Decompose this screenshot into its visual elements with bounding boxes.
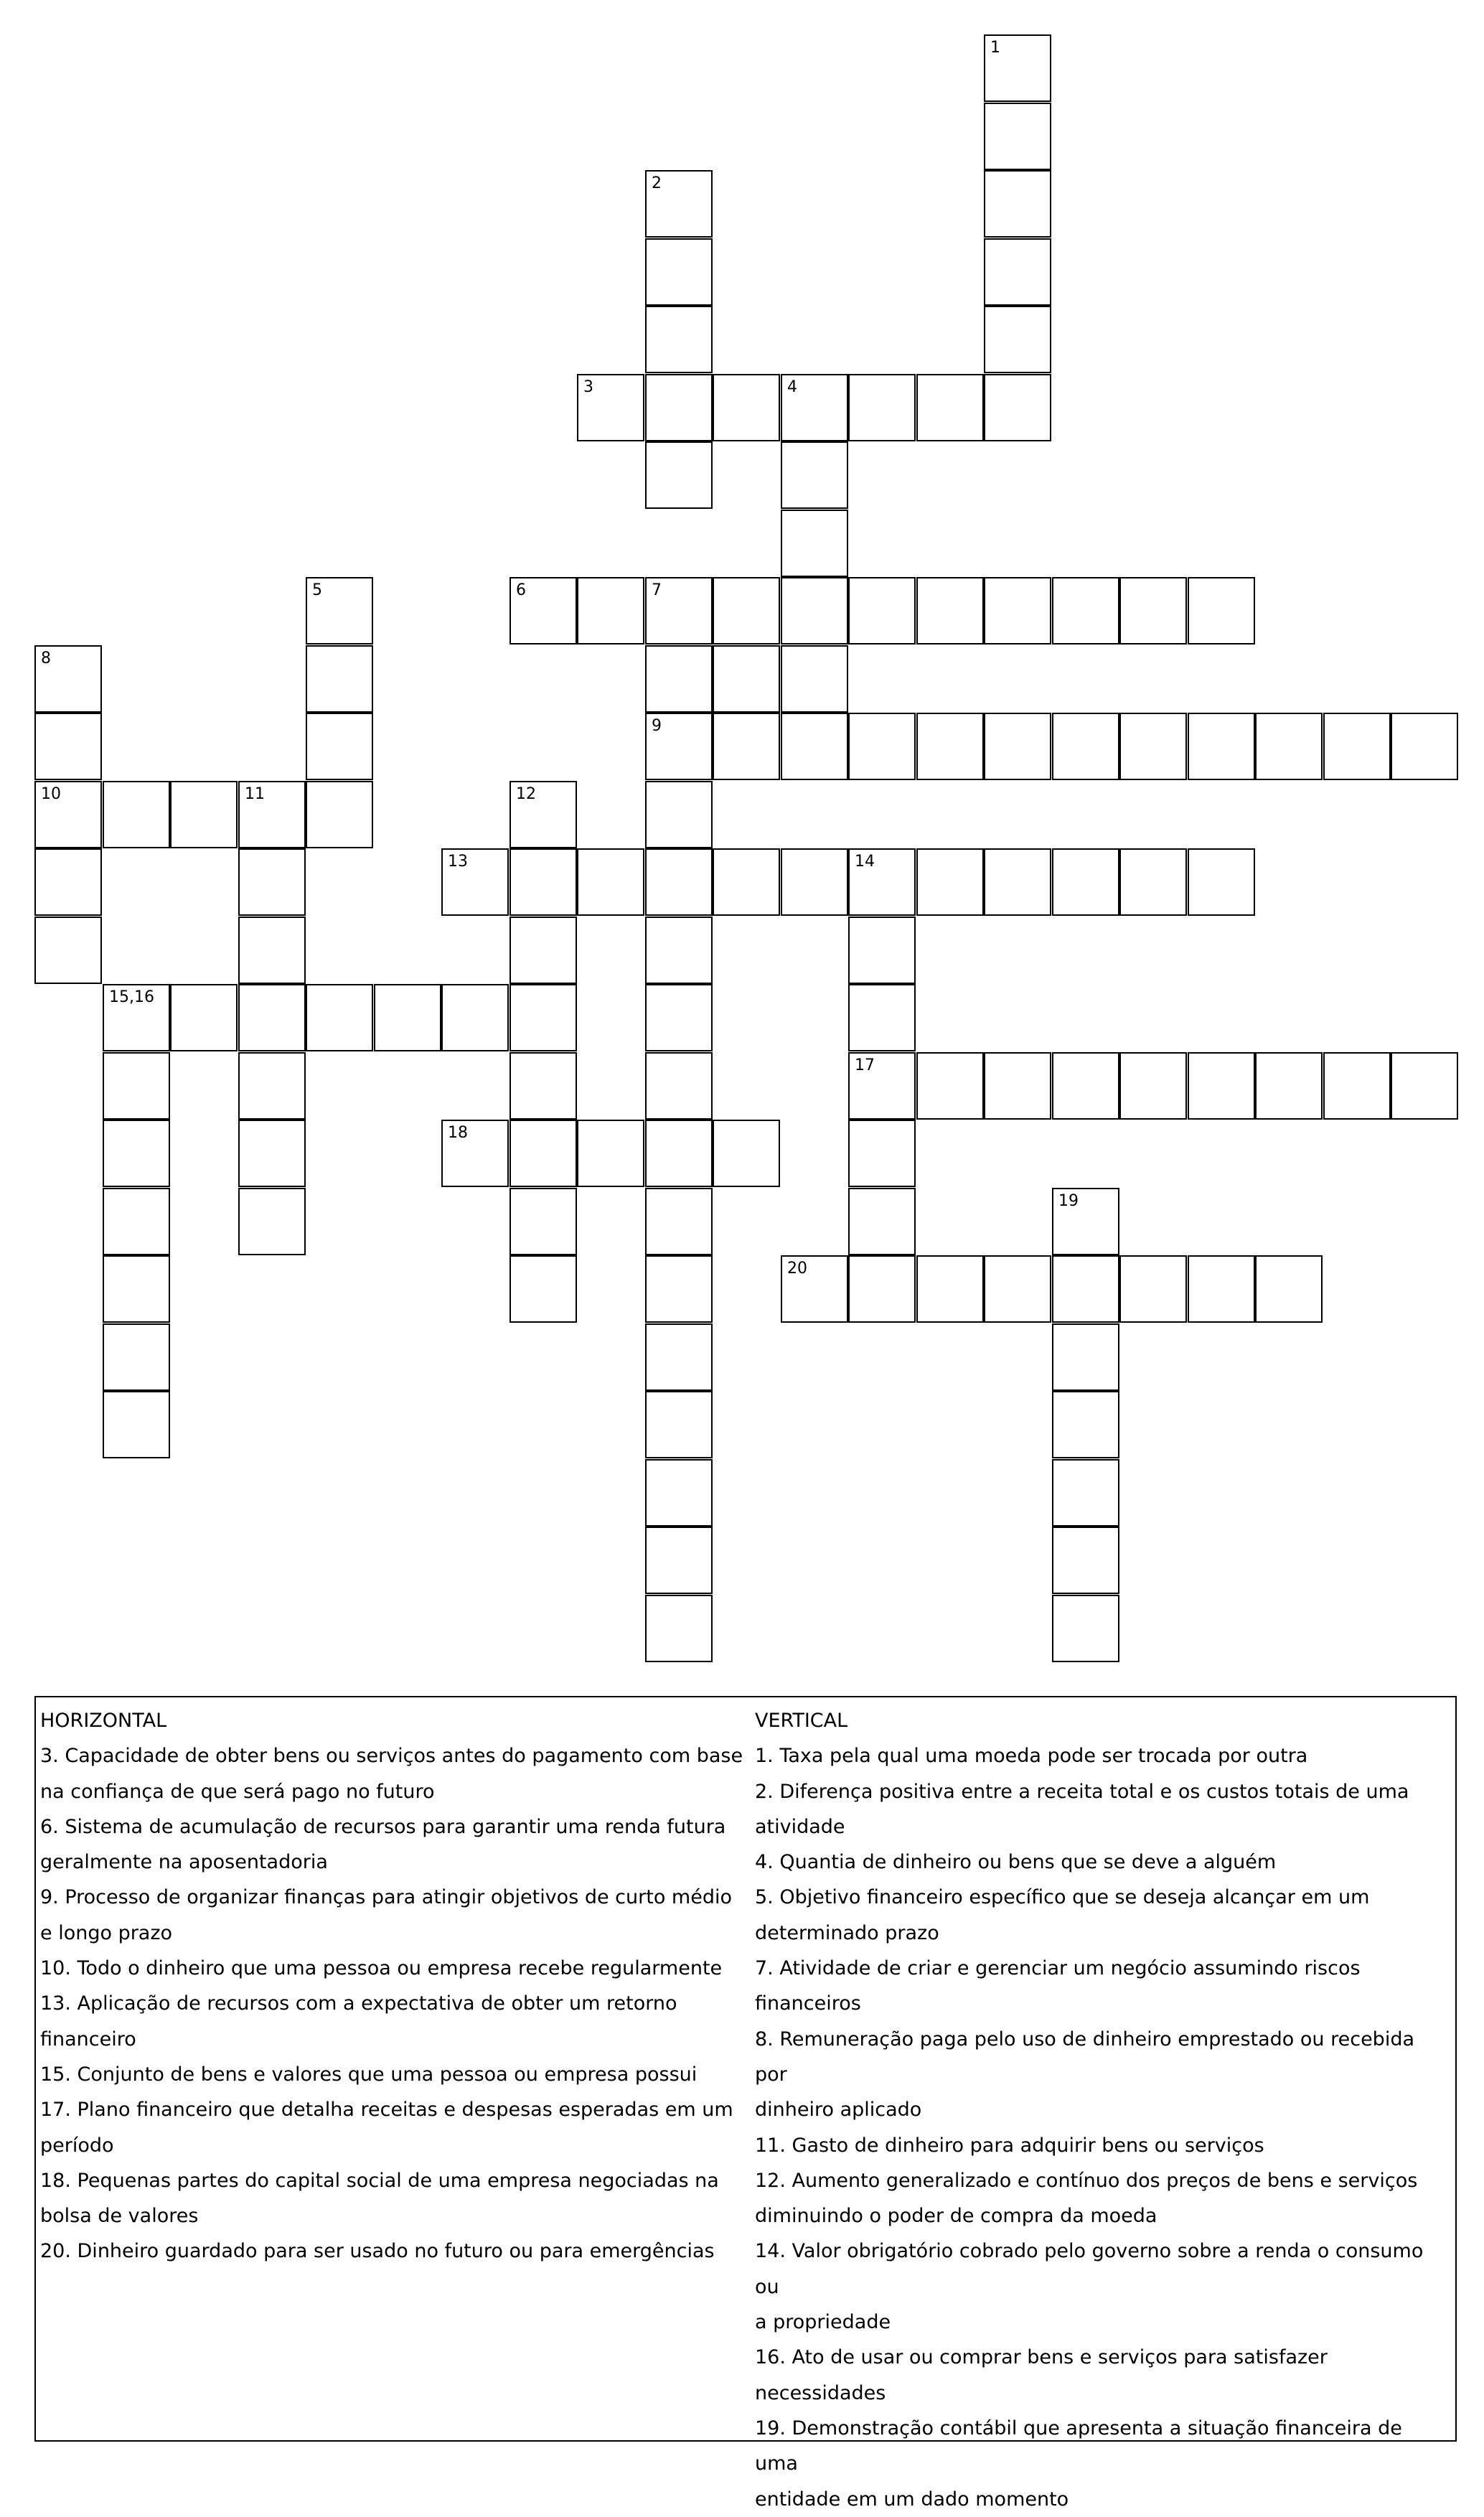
crossword-cell[interactable] bbox=[374, 984, 441, 1051]
horizontal-clue-line: 3. Capacidade de obter bens ou serviços antes do pagamento com base bbox=[40, 1745, 743, 1768]
crossword-cell[interactable] bbox=[848, 577, 916, 645]
crossword-cell[interactable] bbox=[645, 645, 713, 713]
crossword-cell[interactable] bbox=[1052, 577, 1119, 645]
clue-number: 12 bbox=[516, 785, 536, 803]
crossword-cell[interactable] bbox=[645, 781, 713, 848]
vertical-clue-line: dinheiro aplicado bbox=[755, 2099, 922, 2122]
vertical-clue-line: 14. Valor obrigatório cobrado pelo governo sobre a renda o consumo ou bbox=[755, 2240, 1424, 2298]
vertical-clue-line: 1. Taxa pela qual uma moeda pode ser trocada por outra bbox=[755, 1745, 1308, 1768]
horizontal-clue-line: na confiança de que será pago no futuro bbox=[40, 1780, 435, 1803]
crossword-cell[interactable] bbox=[645, 1188, 713, 1255]
crossword-cell[interactable] bbox=[1188, 577, 1255, 645]
crossword-cell[interactable] bbox=[713, 1120, 780, 1187]
crossword-cell[interactable] bbox=[509, 848, 577, 916]
crossword-cell[interactable] bbox=[916, 1052, 984, 1120]
crossword-cell[interactable] bbox=[1323, 1052, 1391, 1120]
crossword-cell[interactable] bbox=[1255, 713, 1323, 780]
crossword-cell[interactable] bbox=[1052, 848, 1119, 916]
horizontal-clue-line: 15. Conjunto de bens e valores que uma pessoa ou empresa possui bbox=[40, 2063, 698, 2086]
crossword-cell[interactable] bbox=[645, 1527, 713, 1594]
crossword-cell[interactable] bbox=[916, 577, 984, 645]
crossword-cell-20[interactable] bbox=[781, 1255, 848, 1323]
crossword-cell[interactable] bbox=[103, 1052, 170, 1120]
crossword-cell[interactable] bbox=[645, 1052, 713, 1120]
clue-number: 15,16 bbox=[109, 988, 154, 1006]
crossword-cell[interactable] bbox=[238, 1120, 306, 1187]
crossword-cell[interactable] bbox=[848, 917, 916, 984]
clue-number: 14 bbox=[855, 853, 875, 871]
crossword-cell[interactable] bbox=[509, 917, 577, 984]
vertical-clue-line: 12. Aumento generalizado e contínuo dos preços de bens e serviços bbox=[755, 2169, 1418, 2192]
vertical-clue-line: necessidades bbox=[755, 2381, 886, 2404]
crossword-cell-11[interactable] bbox=[238, 781, 306, 848]
crossword-cell[interactable] bbox=[509, 984, 577, 1051]
crossword-cell[interactable] bbox=[645, 1323, 713, 1391]
vertical-clue-line: 5. Objetivo financeiro específico que se deseja alcançar em um bbox=[755, 1886, 1370, 1909]
clue-number: 4 bbox=[787, 378, 797, 396]
crossword-cell[interactable] bbox=[916, 374, 984, 441]
crossword-cell[interactable] bbox=[238, 917, 306, 984]
crossword-cell[interactable] bbox=[509, 1052, 577, 1120]
horizontal-clue-line: período bbox=[40, 2134, 114, 2157]
crossword-cell[interactable] bbox=[645, 1459, 713, 1527]
crossword-cell-2[interactable] bbox=[645, 170, 713, 238]
crossword-cell[interactable] bbox=[645, 441, 713, 509]
crossword-cell[interactable] bbox=[713, 713, 780, 780]
crossword-cell[interactable] bbox=[984, 238, 1051, 306]
clue-number: 6 bbox=[516, 581, 526, 599]
crossword-cell[interactable] bbox=[645, 1120, 713, 1187]
crossword-cell[interactable] bbox=[1255, 1255, 1323, 1323]
crossword-cell[interactable] bbox=[713, 848, 780, 916]
crossword-cell[interactable] bbox=[984, 1255, 1051, 1323]
crossword-cell-10[interactable] bbox=[34, 781, 102, 848]
crossword-cell[interactable] bbox=[645, 984, 713, 1051]
crossword-cell[interactable] bbox=[781, 848, 848, 916]
crossword-cell[interactable] bbox=[306, 645, 373, 713]
clue-number: 10 bbox=[41, 785, 61, 803]
crossword-cell[interactable] bbox=[1188, 1255, 1255, 1323]
crossword-cell[interactable] bbox=[781, 441, 848, 509]
crossword-cell[interactable] bbox=[34, 848, 102, 916]
vertical-clue-line: entidade em um dado momento bbox=[755, 2488, 1069, 2511]
crossword-cell[interactable] bbox=[306, 984, 373, 1051]
crossword-cell-1[interactable] bbox=[984, 34, 1051, 102]
crossword-cell[interactable] bbox=[103, 781, 170, 848]
crossword-cell-3[interactable] bbox=[577, 374, 644, 441]
horizontal-clue-line: 10. Todo o dinheiro que uma pessoa ou empresa recebe regularmente bbox=[40, 1957, 723, 1980]
crossword-cell-5[interactable] bbox=[306, 577, 373, 645]
clue-number: 3 bbox=[583, 378, 593, 396]
crossword-cell[interactable] bbox=[1188, 1052, 1255, 1120]
clue-number: 19 bbox=[1058, 1192, 1079, 1210]
clue-number: 13 bbox=[448, 853, 468, 871]
crossword-cell[interactable] bbox=[1052, 713, 1119, 780]
crossword-cell[interactable] bbox=[984, 103, 1051, 170]
crossword-cell[interactable] bbox=[645, 1391, 713, 1458]
crossword-cell[interactable] bbox=[238, 848, 306, 916]
crossword-cell[interactable] bbox=[781, 510, 848, 577]
crossword-cell[interactable] bbox=[645, 238, 713, 306]
crossword-cell[interactable] bbox=[103, 1323, 170, 1391]
crossword-cell[interactable] bbox=[645, 1595, 713, 1662]
crossword-cell[interactable] bbox=[848, 1188, 916, 1255]
crossword-cell[interactable] bbox=[984, 1052, 1051, 1120]
crossword-cell[interactable] bbox=[1052, 1052, 1119, 1120]
crossword-cell[interactable] bbox=[509, 1120, 577, 1187]
crossword-cell[interactable] bbox=[1052, 1255, 1119, 1323]
clue-number: 18 bbox=[448, 1124, 468, 1142]
vertical-clue-line: 19. Demonstração contábil que apresenta a situação financeira de uma bbox=[755, 2417, 1402, 2475]
crossword-cell[interactable] bbox=[1188, 713, 1255, 780]
crossword-cell[interactable] bbox=[916, 848, 984, 916]
crossword-cell[interactable] bbox=[848, 374, 916, 441]
crossword-cell[interactable] bbox=[238, 1052, 306, 1120]
vertical-clue-line: 8. Remuneração paga pelo uso de dinheiro emprestado ou recebida por bbox=[755, 2028, 1415, 2086]
vertical-clue-line: 2. Diferença positiva entre a receita total e os custos totais de uma bbox=[755, 1780, 1409, 1803]
horizontal-clue-line: geralmente na aposentadoria bbox=[40, 1851, 328, 1874]
crossword-cell[interactable] bbox=[1052, 1527, 1119, 1594]
crossword-cell[interactable] bbox=[645, 917, 713, 984]
crossword-cell[interactable] bbox=[509, 1188, 577, 1255]
clues-box bbox=[34, 1696, 1457, 2511]
horizontal-clue-line: 13. Aplicação de recursos com a expectativa de obter um retorno bbox=[40, 1992, 677, 2015]
crossword-cell[interactable] bbox=[645, 306, 713, 373]
crossword-cell-7[interactable] bbox=[645, 577, 713, 645]
crossword-cell-4[interactable] bbox=[781, 374, 848, 441]
crossword-cell[interactable] bbox=[984, 170, 1051, 238]
crossword-cell[interactable] bbox=[238, 1188, 306, 1255]
crossword-cell[interactable] bbox=[306, 781, 373, 848]
crossword-cell[interactable] bbox=[781, 577, 848, 645]
vertical-clues bbox=[755, 1703, 1451, 2517]
crossword-cell-14[interactable] bbox=[848, 848, 916, 916]
crossword-cell-19[interactable] bbox=[1052, 1188, 1119, 1255]
crossword-cell[interactable] bbox=[984, 577, 1051, 645]
horizontal-heading: HORIZONTAL bbox=[40, 1710, 167, 1732]
crossword-cell[interactable] bbox=[1323, 713, 1391, 780]
crossword-cell[interactable] bbox=[984, 713, 1051, 780]
vertical-clue-line: determinado prazo bbox=[755, 1921, 939, 1944]
vertical-clue-line: 7. Atividade de criar e gerenciar um negócio assumindo riscos bbox=[755, 1957, 1361, 1980]
vertical-clue-line: 16. Ato de usar ou comprar bens e serviços para satisfazer bbox=[755, 2346, 1328, 2369]
crossword-cell[interactable] bbox=[1052, 1323, 1119, 1391]
crossword-cell[interactable] bbox=[848, 984, 916, 1051]
crossword-cell[interactable] bbox=[1052, 1595, 1119, 1662]
horizontal-clue-line: 20. Dinheiro guardado para ser usado no futuro ou para emergências bbox=[40, 2240, 715, 2263]
crossword-cell[interactable] bbox=[103, 1391, 170, 1458]
crossword-cell[interactable] bbox=[645, 848, 713, 916]
crossword-cell[interactable] bbox=[1119, 713, 1187, 780]
crossword-cell[interactable] bbox=[103, 1120, 170, 1187]
crossword-cell-8[interactable] bbox=[34, 645, 102, 713]
crossword-cell[interactable] bbox=[1119, 1255, 1187, 1323]
crossword-cell[interactable] bbox=[1119, 848, 1187, 916]
crossword-cell[interactable] bbox=[984, 374, 1051, 441]
clue-number: 1 bbox=[990, 39, 1000, 57]
crossword-cell[interactable] bbox=[34, 917, 102, 984]
clue-number: 11 bbox=[245, 785, 265, 803]
crossword-cell[interactable] bbox=[713, 374, 780, 441]
horizontal-clue-line: 9. Processo de organizar finanças para atingir objetivos de curto médio bbox=[40, 1886, 732, 1909]
clue-number: 9 bbox=[652, 717, 662, 735]
vertical-clue-line: financeiros bbox=[755, 1992, 861, 2015]
horizontal-clues bbox=[40, 1703, 743, 2269]
vertical-clue-line: diminuindo o poder de compra da moeda bbox=[755, 2205, 1157, 2228]
clue-number: 20 bbox=[787, 1260, 807, 1278]
crossword-cell[interactable] bbox=[509, 1255, 577, 1323]
crossword-cell[interactable] bbox=[103, 1255, 170, 1323]
crossword-cell[interactable] bbox=[1119, 1052, 1187, 1120]
crossword-cell[interactable] bbox=[577, 577, 644, 645]
horizontal-clue-line: 18. Pequenas partes do capital social de uma empresa negociadas na bbox=[40, 2169, 719, 2192]
horizontal-clue-line: e longo prazo bbox=[40, 1921, 173, 1944]
vertical-clue-line: 11. Gasto de dinheiro para adquirir bens ou serviços bbox=[755, 2134, 1264, 2157]
clue-number: 5 bbox=[312, 581, 322, 599]
vertical-clue-line: atividade bbox=[755, 1815, 845, 1838]
crossword-cell[interactable] bbox=[103, 1188, 170, 1255]
horizontal-clue-line: financeiro bbox=[40, 2028, 136, 2050]
crossword-cell[interactable] bbox=[848, 713, 916, 780]
crossword-cell[interactable] bbox=[645, 1255, 713, 1323]
crossword-cell[interactable] bbox=[306, 713, 373, 780]
horizontal-clue-line: 17. Plano financeiro que detalha receitas e despesas esperadas em um bbox=[40, 2099, 733, 2122]
vertical-clue-line: a propriedade bbox=[755, 2311, 891, 2334]
crossword-cell[interactable] bbox=[1119, 577, 1187, 645]
crossword-cell[interactable] bbox=[238, 984, 306, 1051]
crossword-cell[interactable] bbox=[848, 1255, 916, 1323]
crossword-cell[interactable] bbox=[34, 713, 102, 780]
crossword-cell[interactable] bbox=[984, 306, 1051, 373]
clue-number: 7 bbox=[652, 581, 662, 599]
crossword-cell[interactable] bbox=[781, 713, 848, 780]
crossword-cell[interactable] bbox=[1391, 1052, 1458, 1120]
clue-number: 2 bbox=[652, 174, 662, 192]
crossword-cell[interactable] bbox=[1391, 713, 1458, 780]
crossword-cell[interactable] bbox=[441, 984, 509, 1051]
crossword-cell[interactable] bbox=[170, 984, 238, 1051]
clue-number: 8 bbox=[41, 650, 51, 667]
crossword-cell[interactable] bbox=[848, 1120, 916, 1187]
crossword-cell-9[interactable] bbox=[645, 713, 713, 780]
crossword-cell-18[interactable] bbox=[441, 1120, 509, 1187]
crossword-cell[interactable] bbox=[170, 781, 238, 848]
crossword-cell[interactable] bbox=[713, 645, 780, 713]
crossword-cell-17[interactable] bbox=[848, 1052, 916, 1120]
crossword-cell-13[interactable] bbox=[441, 848, 509, 916]
crossword-cell[interactable] bbox=[984, 848, 1051, 916]
horizontal-clue-line: bolsa de valores bbox=[40, 2205, 199, 2228]
crossword-cell[interactable] bbox=[1052, 1391, 1119, 1458]
crossword-cell[interactable] bbox=[1052, 1459, 1119, 1527]
crossword-cell[interactable] bbox=[916, 1255, 984, 1323]
crossword-cell[interactable] bbox=[1255, 1052, 1323, 1120]
crossword-cell[interactable] bbox=[713, 577, 780, 645]
crossword-cell-15-16[interactable] bbox=[103, 984, 170, 1051]
crossword-cell-12[interactable] bbox=[509, 781, 577, 848]
vertical-clue-line: 4. Quantia de dinheiro ou bens que se deve a alguém bbox=[755, 1851, 1277, 1874]
crossword-cell[interactable] bbox=[577, 1120, 644, 1187]
crossword-cell[interactable] bbox=[916, 713, 984, 780]
crossword-cell[interactable] bbox=[781, 645, 848, 713]
crossword-cell[interactable] bbox=[645, 374, 713, 441]
crossword-cell-6[interactable] bbox=[509, 577, 577, 645]
horizontal-clue-line: 6. Sistema de acumulação de recursos para garantir uma renda futura bbox=[40, 1815, 726, 1838]
crossword-cell[interactable] bbox=[577, 848, 644, 916]
clue-number: 17 bbox=[855, 1056, 875, 1074]
vertical-heading: VERTICAL bbox=[755, 1710, 848, 1732]
crossword-cell[interactable] bbox=[1188, 848, 1255, 916]
